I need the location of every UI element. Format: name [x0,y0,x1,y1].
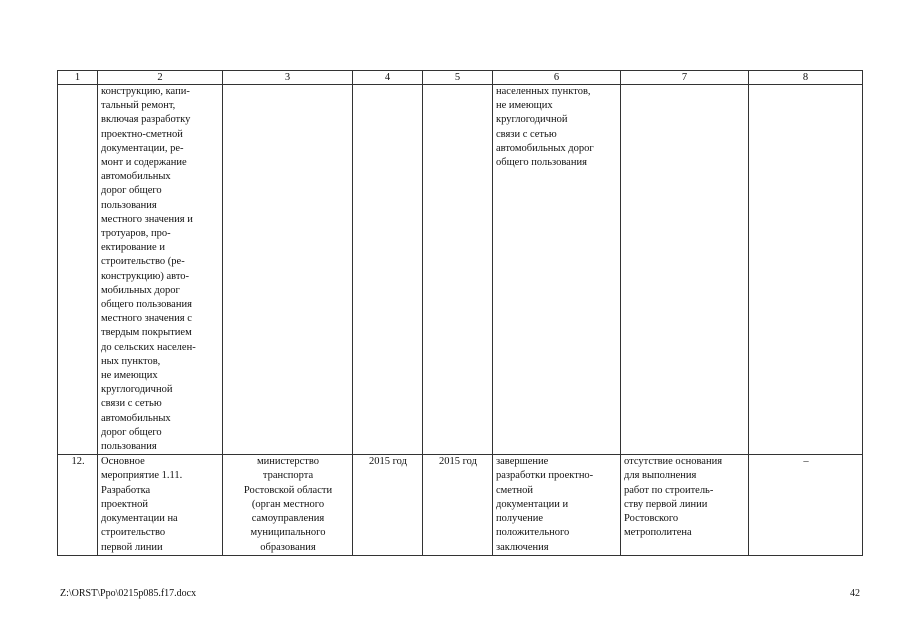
header-cell: 3 [223,71,353,85]
page-number: 42 [850,588,860,599]
footer-file-path: Z:\ORST\Ppo\0215p085.f17.docx [60,588,197,599]
table-header-row [58,71,863,85]
header-cell: 1 [58,71,98,85]
table-cell-executor [223,85,353,455]
table-cell-result: завершение разработки проектно- сметной документации и получение положительного заключения [493,455,621,555]
table-cell-start [353,85,423,455]
table-row [58,455,863,555]
table-cell-start: 2015 год [353,455,423,555]
table-cell-end: 2015 год [423,455,493,555]
table-cell-links [749,85,863,455]
header-cell: 5 [423,71,493,85]
table-cell-consequence: отсутствие основания для выполнения работ по строитель- ству первой линии Ростовского метрополитена [621,455,749,555]
table-cell-number [58,85,98,455]
table-cell-number: 12. [58,455,98,555]
table-cell-measure: Основное мероприятие 1.11. Разработка проектной документации на строительство первой линии [98,455,223,555]
table-cell-consequence [621,85,749,455]
header-cell: 7 [621,71,749,85]
table-cell-executor: министерство транспорта Ростовской области (орган местного самоуправления муниципального образования [223,455,353,555]
document-table [57,70,863,556]
table-cell-measure: конструкцию, капи- тальный ремонт, включая разработку проектно-сметной документации, ре- монт и содержание автомобильных дорог общего пользования местного значения и тротуаров, про- ектирование и строительство (ре- конструкцию) авто- мобильных дорог общего пользования местного значения с твердым покрытием до сельских населен- ных пунктов, не имеющих круглогодичной связи с сетью автомобильных дорог общего пользования [98,85,223,455]
header-cell: 8 [749,71,863,85]
header-cell: 2 [98,71,223,85]
table-row [58,85,863,455]
header-cell: 4 [353,71,423,85]
table-cell-result: населенных пунктов, не имеющих круглогодичной связи с сетью автомобильных дорог общего пользования [493,85,621,455]
table-cell-end [423,85,493,455]
table-cell-links: – [749,455,863,555]
header-cell: 6 [493,71,621,85]
